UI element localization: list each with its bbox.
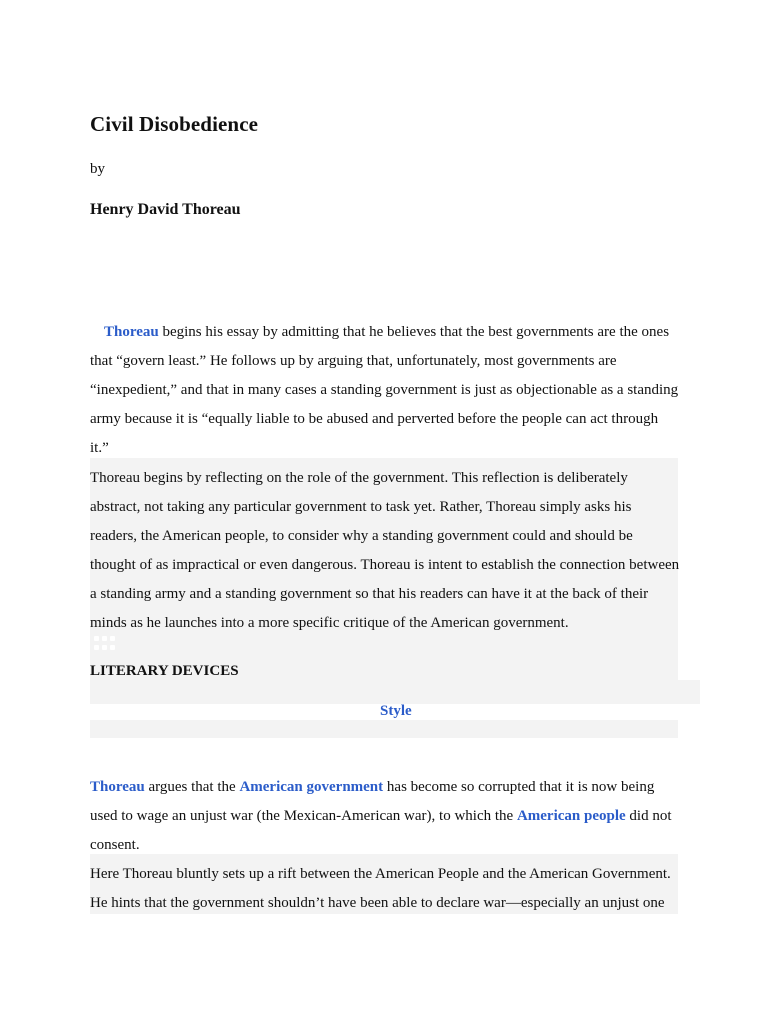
- analysis-paragraph: Thoreau begins by reflecting on the role of the government. This reflection is deliberately abstract, not taking any particular government to task yet. Rather, Thoreau simply asks his readers, the American people, to consider why a standing government could and should be thought of as impractical or even dangerous. Thoreau is intent to establish the connection between a standing army and a standing government so that his readers can have it at the back of their minds as he launches into a more specific critique of the American government.: [90, 470, 680, 631]
- paragraph-text: begins his essay by admitting that he believes that the best governments are the ones that “govern least.” He follows up by arguing that, unfortunately, most governments are “inexpedient,” and that in many cases a standing government is just as objectionable as a standing army because it is “equally liable to be abused and perverted before the people can act through it.”: [90, 324, 679, 456]
- paragraph-text: has become so corrupted that it is now being used to wage an unjust war (the Mexican-American war), to which the: [90, 779, 655, 824]
- byline: by: [90, 161, 105, 177]
- style-link[interactable]: Style: [380, 703, 412, 719]
- keyword-link-american-government[interactable]: American government: [239, 779, 384, 795]
- document-title: Civil Disobedience: [90, 112, 259, 136]
- author-name: Henry David Thoreau: [90, 201, 241, 218]
- keyword-link-thoreau[interactable]: Thoreau: [90, 779, 145, 795]
- highlight-band: [90, 680, 700, 704]
- paragraph-text: did not consent.: [90, 808, 672, 853]
- keyword-link-thoreau[interactable]: Thoreau: [104, 324, 159, 340]
- section-heading: LITERARY DEVICES: [90, 663, 239, 679]
- summary-paragraph: [90, 773, 680, 860]
- analysis-paragraph: Here Thoreau bluntly sets up a rift between the American People and the American Government. He hints that the government shouldn’t have been able to declare war—especially an unjust one: [90, 866, 671, 911]
- paragraph-text: argues that the: [144, 779, 240, 795]
- highlight-band: [90, 720, 678, 738]
- summary-paragraph: [90, 318, 680, 463]
- keyword-link-american-people[interactable]: American people: [516, 808, 626, 824]
